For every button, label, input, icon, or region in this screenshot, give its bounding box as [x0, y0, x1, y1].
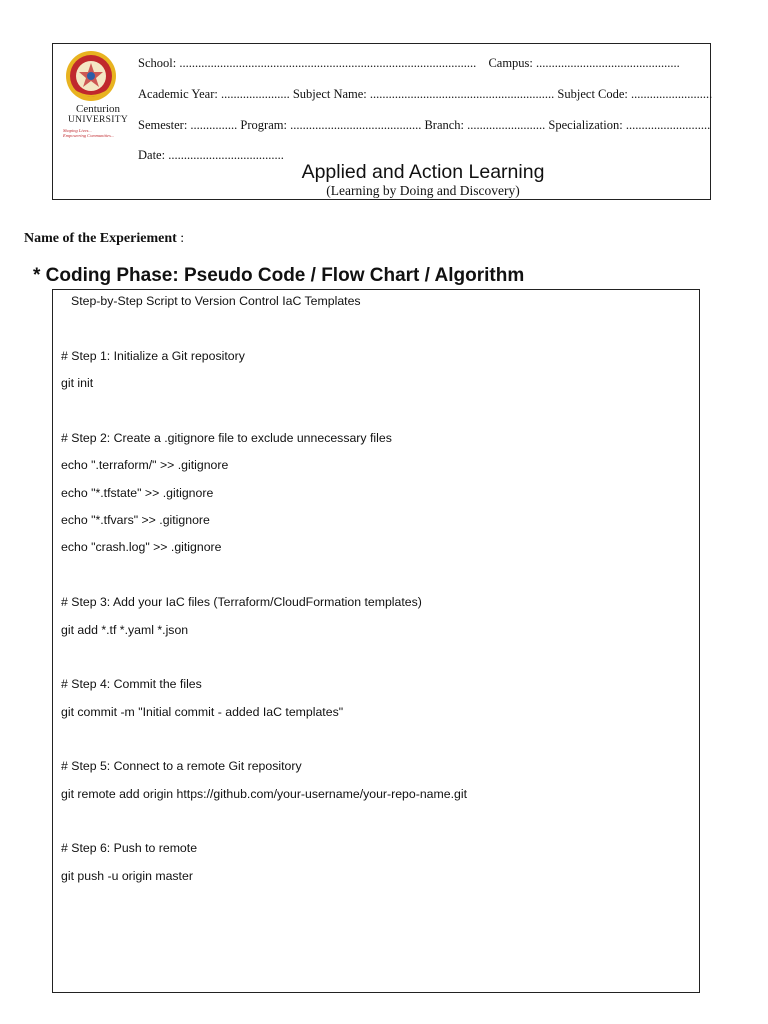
- program-label: Program:: [240, 118, 287, 132]
- experiment-colon: :: [176, 231, 185, 246]
- code-box: [52, 289, 700, 993]
- semester-row: [138, 118, 710, 133]
- subject-code-label: Subject Code:: [557, 87, 628, 101]
- code-line: # Step 5: Connect to a remote Git repository: [61, 759, 302, 773]
- subject-name-label: Subject Name:: [292, 87, 367, 101]
- experiment-name: [24, 231, 184, 247]
- date-label: Date:: [138, 148, 166, 162]
- date-field[interactable]: .....................................: [168, 148, 284, 162]
- academic-year-field[interactable]: ......................: [220, 87, 290, 101]
- header-box: [52, 43, 711, 200]
- program-field[interactable]: ..........................................: [290, 118, 422, 132]
- university-tagline: [63, 128, 135, 138]
- code-line: git push -u origin master: [61, 869, 193, 883]
- subject-code-field[interactable]: ..........................: [631, 87, 713, 101]
- campus-label: Campus:: [488, 56, 533, 70]
- code-line: git commit -m "Initial commit - added IaC templates": [61, 705, 344, 719]
- code-line: # Step 6: Push to remote: [61, 841, 198, 855]
- experiment-label: Name of the Experiement: [24, 231, 177, 246]
- code-line: # Step 2: Create a .gitignore file to exclude unnecessary files: [61, 431, 392, 445]
- tagline-line2: Empowering Communities...: [63, 133, 115, 138]
- school-field[interactable]: ...............................................................................................: [179, 56, 477, 70]
- document-subtitle: (Learning by Doing and Discovery): [326, 183, 520, 198]
- tagline-line1: Shaping Lives...: [63, 128, 92, 133]
- document-title: Applied and Action Learning: [301, 161, 545, 183]
- specialization-field[interactable]: ...........................: [625, 118, 711, 132]
- code-line: echo "*.tfstate" >> .gitignore: [61, 486, 214, 500]
- code-line: # Step 4: Commit the files: [61, 677, 202, 691]
- university-seal-icon: [61, 50, 135, 104]
- subject-name-field[interactable]: ...........................................................: [369, 87, 555, 101]
- university-name: [61, 104, 135, 126]
- school-label: School:: [138, 56, 177, 70]
- university-name-line2: UNIVERSITY: [68, 115, 128, 125]
- code-line: git remote add origin https://github.com/your-username/your-repo-name.git: [61, 787, 467, 801]
- branch-field[interactable]: .........................: [467, 118, 546, 132]
- code-line: git init: [61, 376, 94, 390]
- code-line: git add *.tf *.yaml *.json: [61, 623, 189, 637]
- school-row: [138, 56, 680, 71]
- semester-label: Semester:: [138, 118, 188, 132]
- phase-title: * Coding Phase: Pseudo Code / Flow Chart / Algorithm: [33, 265, 525, 286]
- academic-year-label: Academic Year:: [138, 87, 218, 101]
- semester-field[interactable]: ...............: [190, 118, 238, 132]
- specialization-label: Specialization:: [548, 118, 623, 132]
- code-line: echo "crash.log" >> .gitignore: [61, 540, 222, 554]
- code-line: echo ".terraform/" >> .gitignore: [61, 458, 229, 472]
- academic-row: [138, 87, 712, 102]
- code-line: echo "*.tfvars" >> .gitignore: [61, 513, 210, 527]
- script-title: Step-by-Step Script to Version Control IaC Templates: [71, 294, 361, 308]
- university-logo: [61, 50, 135, 170]
- university-name-line1: Centurion: [76, 103, 120, 115]
- code-line: # Step 1: Initialize a Git repository: [61, 349, 245, 363]
- campus-field[interactable]: ..............................................: [536, 56, 680, 70]
- branch-label: Branch:: [424, 118, 465, 132]
- code-line: # Step 3: Add your IaC files (Terraform/CloudFormation templates): [61, 595, 422, 609]
